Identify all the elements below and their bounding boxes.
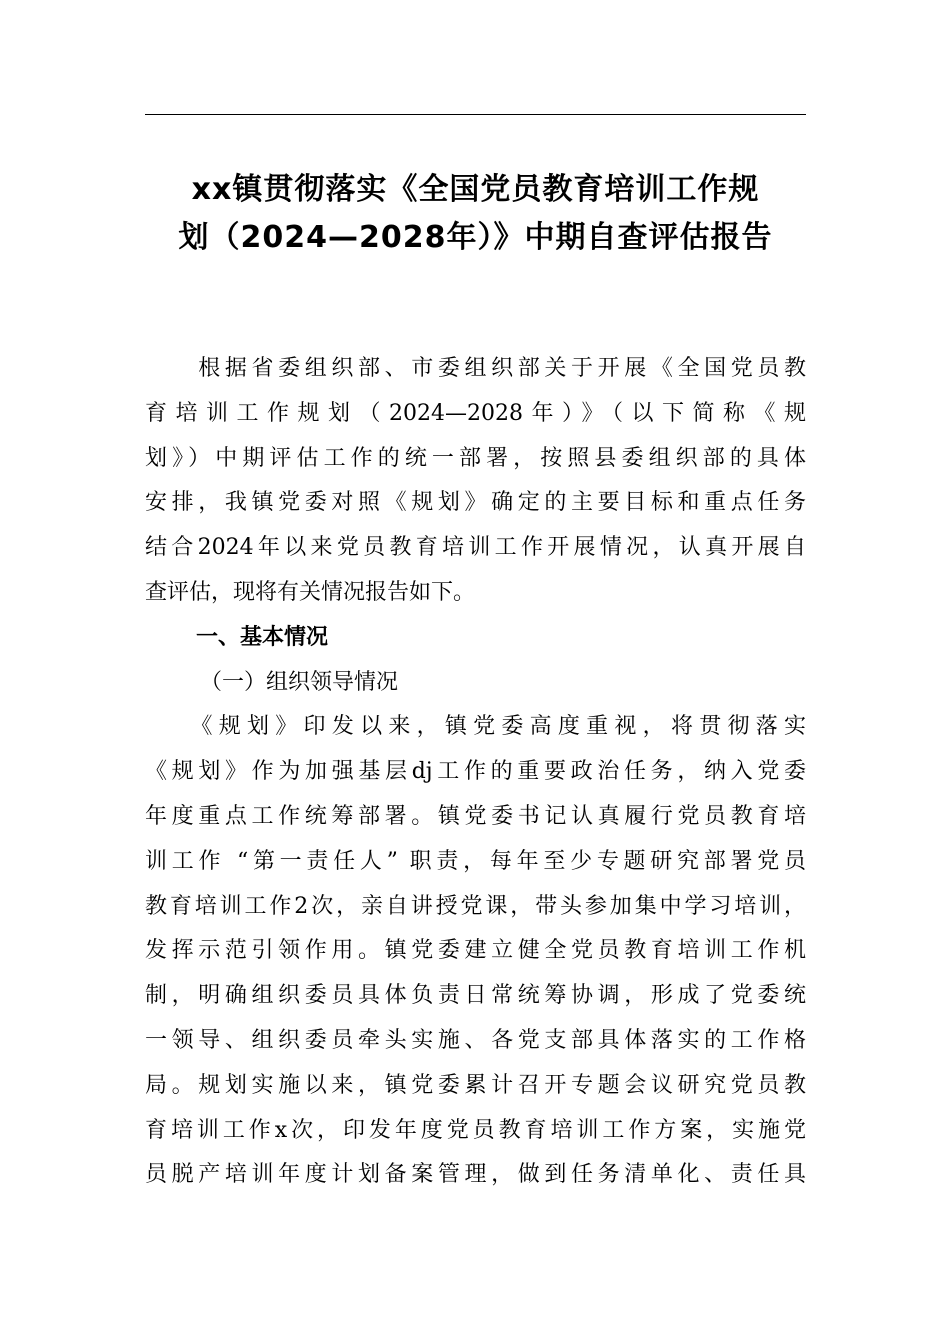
title-line-1: xx镇贯彻落实《全国党员教育培训工作规: [191, 172, 760, 207]
paragraph-line: 《规划》印发以来，镇党委高度重视，将贯彻落实: [145, 714, 806, 740]
paragraph-line: 发挥示范引领作用。镇党委建立健全党员教育培训工作机: [145, 938, 806, 964]
section-heading: 一、基本情况: [196, 624, 329, 650]
paragraph-line: 局。规划实施以来，镇党委累计召开专题会议研究党员教: [145, 1072, 806, 1098]
intro-line: 育培训工作规划（2024—2028年）》（以下简称《规: [145, 400, 806, 426]
title-line-2: 划（2024—2028年）》中期自查评估报告: [178, 220, 773, 255]
header-rule: [145, 114, 806, 115]
document-title: [145, 166, 806, 262]
paragraph-line: 员脱产培训年度计划备案管理，做到任务清单化、责任具: [145, 1162, 806, 1188]
intro-paragraph: [145, 347, 806, 616]
paragraph-line: 一领导、组织委员牵头实施、各党支部具体落实的工作格: [145, 1027, 806, 1053]
paragraph-line: 《规划》作为加强基层dj工作的重要政治任务，纳入党委: [145, 759, 806, 785]
paragraph-line: 年度重点工作统筹部署。镇党委书记认真履行党员教育培: [145, 803, 806, 829]
paragraph-line: 育培训工作x次，印发年度党员教育培训工作方案，实施党: [145, 1117, 806, 1143]
intro-line: 安排，我镇党委对照《规划》确定的主要目标和重点任务: [145, 490, 806, 516]
intro-line: 结合2024年以来党员教育培训工作开展情况，认真开展自: [145, 535, 806, 561]
intro-line: 划》）中期评估工作的统一部署，按照县委组织部的具体: [145, 445, 806, 471]
subsection-heading: （一）组织领导情况: [200, 669, 399, 695]
paragraph-line: 制，明确组织委员具体负责日常统筹协调，形成了党委统: [145, 983, 806, 1009]
paragraph-line: 训工作 “第一责任人” 职责，每年至少专题研究部署党员: [145, 848, 806, 874]
paragraph-line: 教育培训工作2次，亲自讲授党课，带头参加集中学习培训，: [145, 893, 806, 919]
document-body: [145, 347, 806, 1198]
intro-line: 查评估，现将有关情况报告如下。: [145, 579, 476, 605]
body-paragraph: [145, 705, 806, 1198]
intro-line: 根据省委组织部、市委组织部关于开展《全国党员教: [145, 356, 806, 381]
